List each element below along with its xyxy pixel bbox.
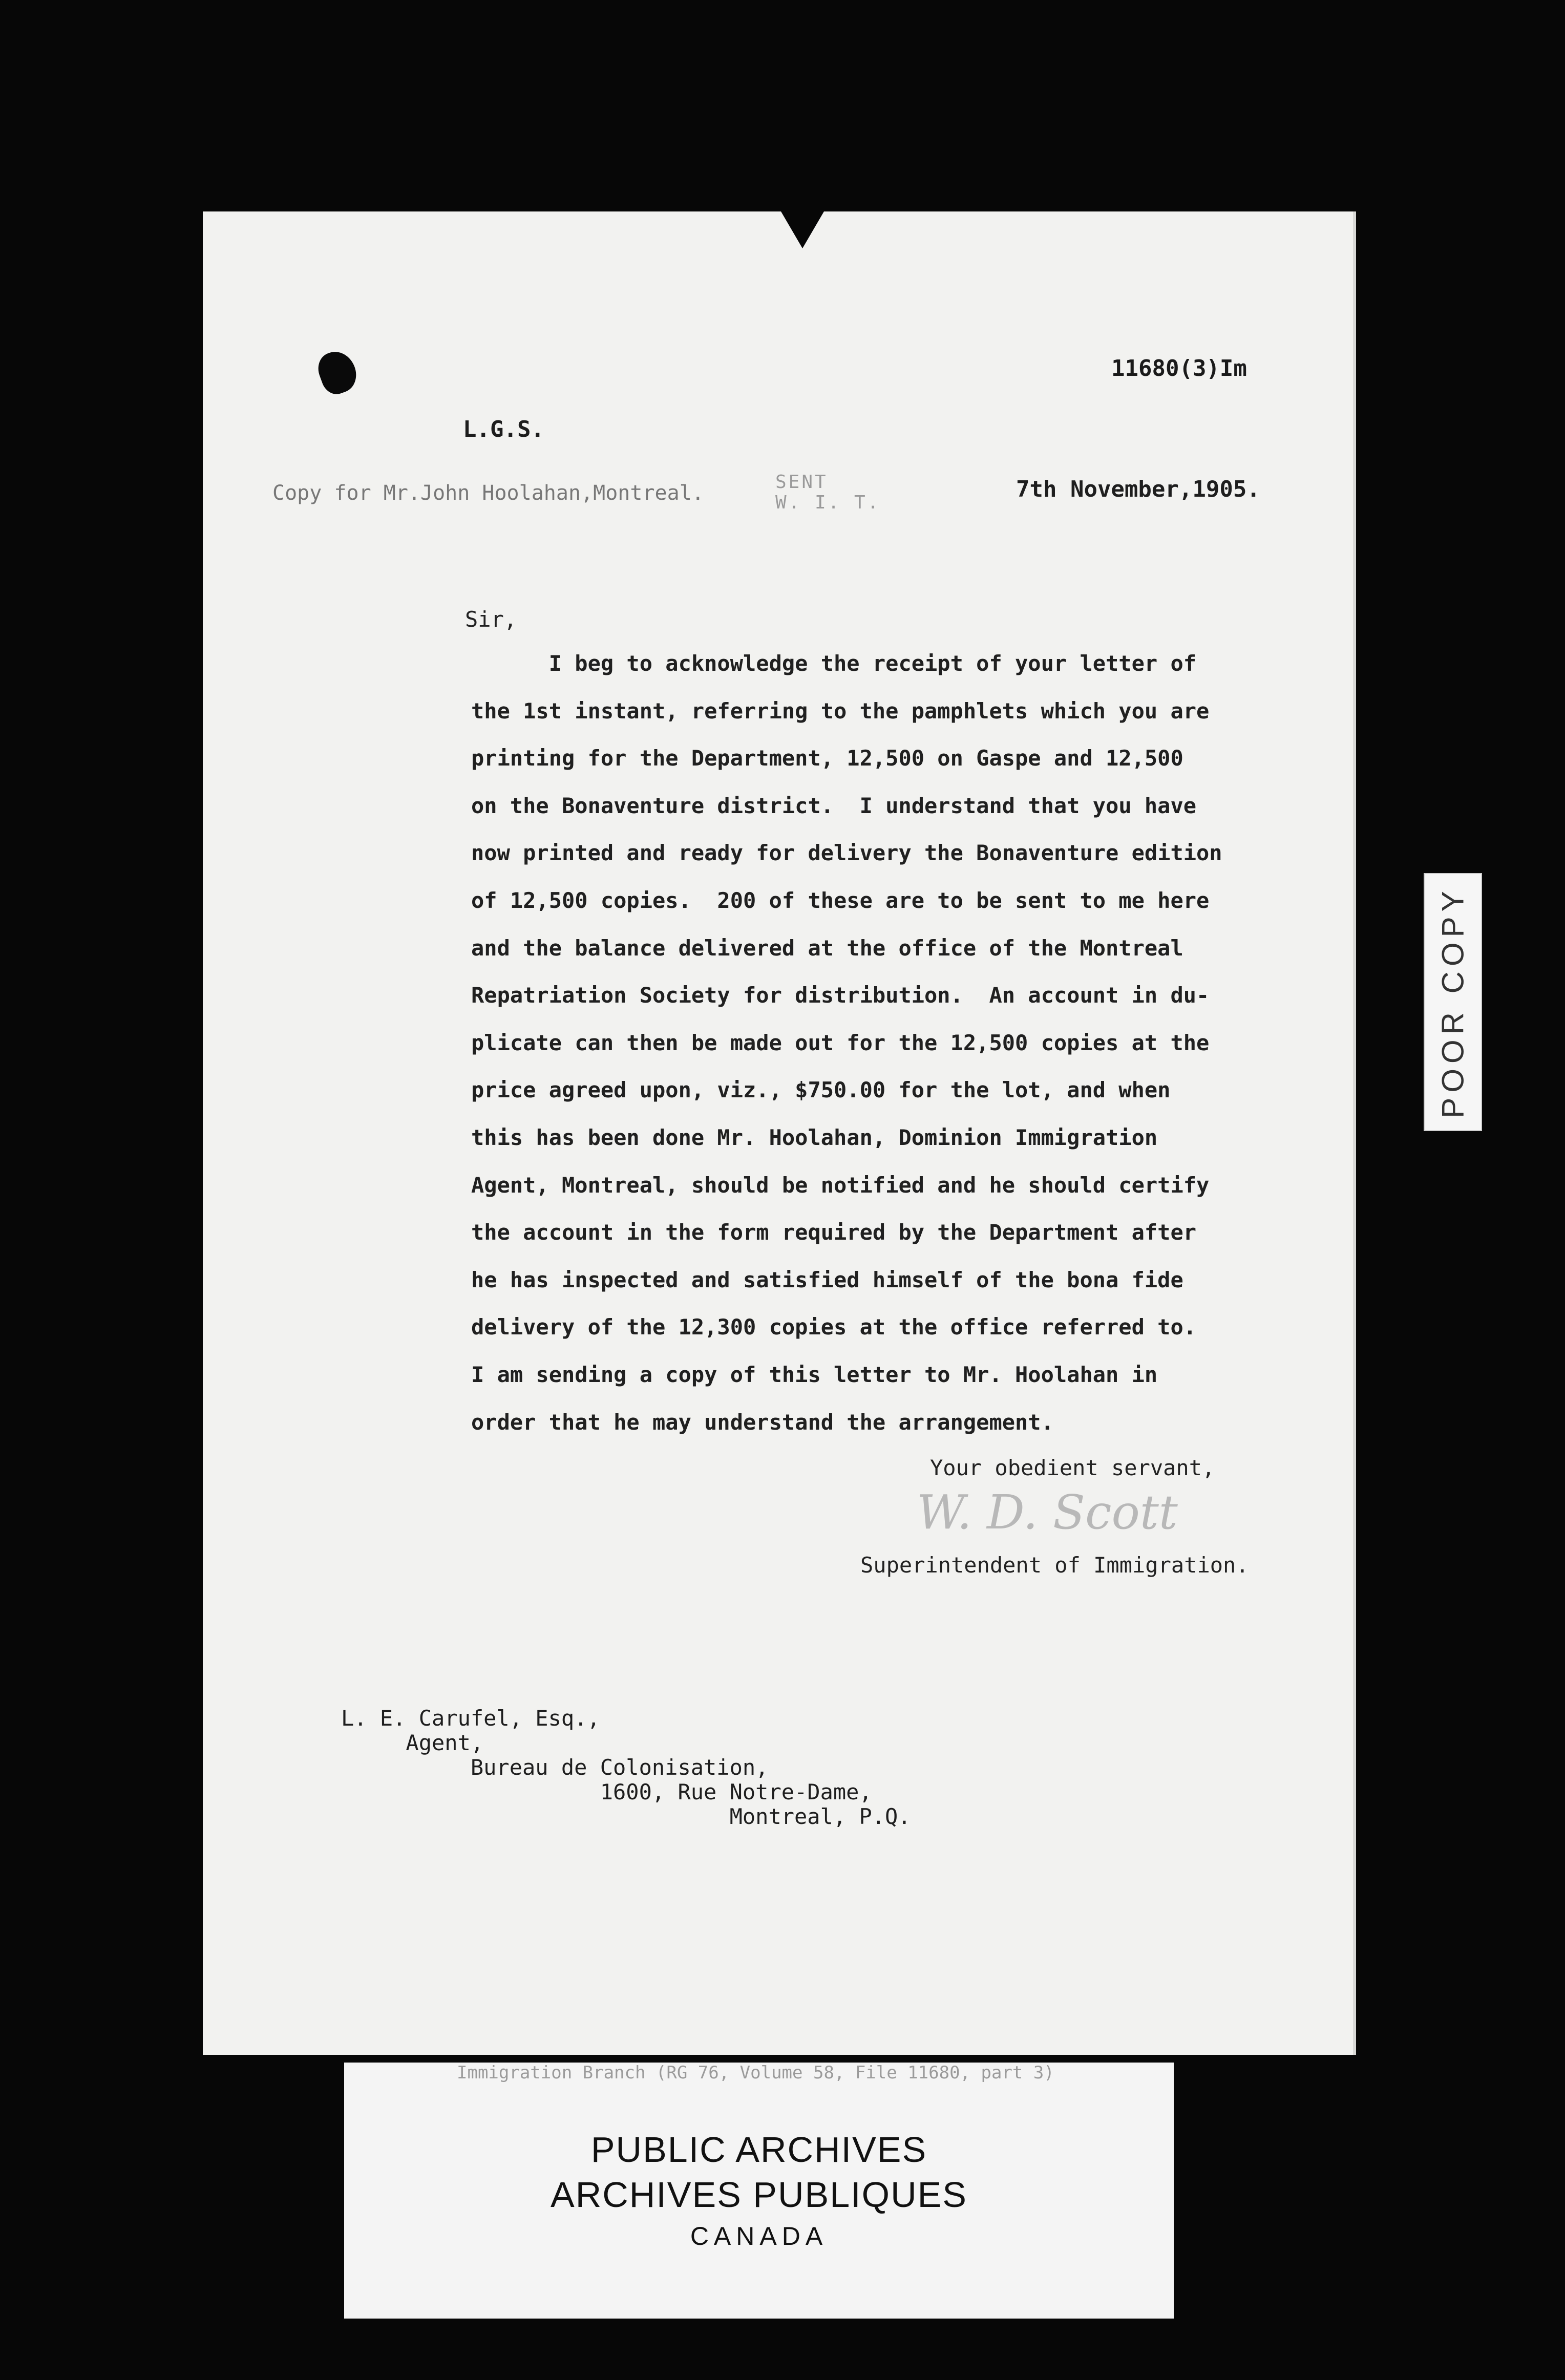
handwritten-signature: W. D. Scott [917, 1485, 1178, 1540]
closing: Your obedient servant, [930, 1455, 1215, 1480]
sender-initials: L.G.S. [463, 416, 544, 442]
signatory-title: Superintendent of Immigration. [860, 1553, 1249, 1578]
addressee-block: L. E. Carufel, Esq., Agent, Bureau de Colonisation, 1600, Rue Notre-Dame, Montreal, P.Q. [341, 1706, 911, 1829]
poor-copy-label [1424, 873, 1482, 1131]
archive-name-fr: ARCHIVES PUBLIQUES [551, 2175, 967, 2215]
letter-date: 7th November,1905. [1016, 476, 1260, 502]
sent-stamp: SENT W. I. T. [775, 472, 881, 513]
poor-copy-text: POOR COPY [1435, 886, 1470, 1118]
archive-label [344, 2063, 1174, 2319]
page-notch [781, 211, 824, 248]
salutation: Sir, [465, 607, 517, 632]
archive-name-en: PUBLIC ARCHIVES [590, 2130, 927, 2170]
archive-country: CANADA [690, 2222, 828, 2250]
archive-citation: Immigration Branch (RG 76, Volume 58, File 11680, part 3) [457, 2063, 1054, 2083]
file-reference: 11680(3)Im [1111, 355, 1247, 381]
copy-notation: Copy for Mr.John Hoolahan,Montreal. [272, 481, 704, 505]
letter-body: I beg to acknowledge the receipt of your letter of the 1st instant, referring to the pamphlets which you are printing for the Department, 12,500 on Gaspe and 12,500 on the Bonaventure district. I understand that you have now printed and ready for delivery the Bonaventure edition of 12,500 copies. 200 of these are to be sent to me here and the balance delivered at the office of the Montreal Repatriation Society for distribution. An account in du- plicate can then be made out for the 12,500 copies at the price agreed upon, viz., $750.00 for the lot, and when this has been done Mr. Hoolahan, Dominion Immigration Agent, Montreal, should be notified and he should certify the account in the form required by the Department after he has inspected and satisfied himself of the bona fide delivery of the 12,300 copies at the office referred to. I am sending a copy of this letter to Mr. Hoolahan in order that he may understand the arrangement. [471, 651, 1222, 1435]
